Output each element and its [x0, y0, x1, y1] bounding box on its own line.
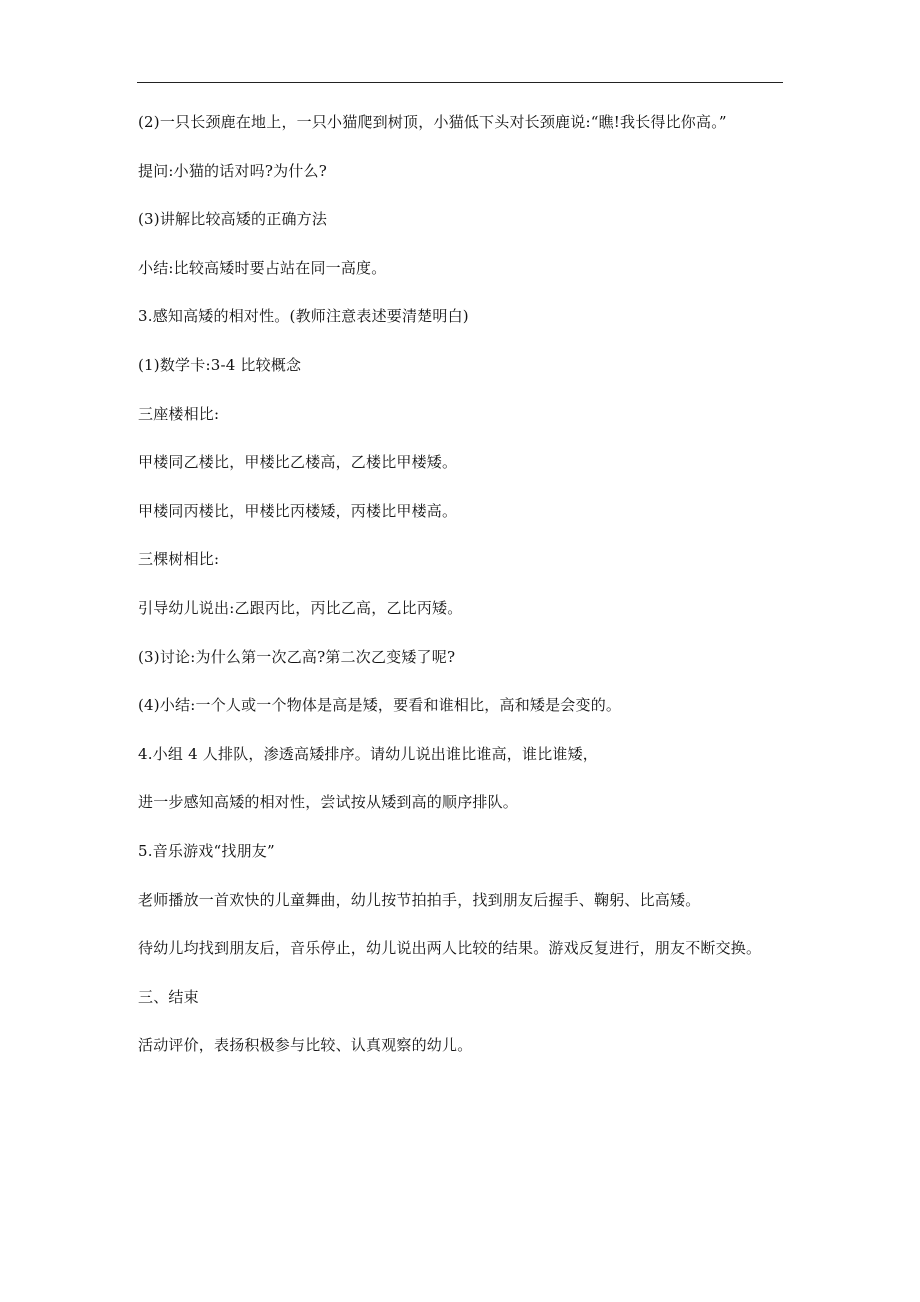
paragraph-line: (4)小结:一个人或一个物体是高是矮，要看和谁相比，高和矮是会变的。	[138, 696, 622, 715]
paragraph-line: 甲楼同丙楼比，甲楼比丙楼矮，丙楼比甲楼高。	[138, 501, 458, 520]
paragraph-line: (1)数学卡:3-4 比较概念	[138, 355, 302, 374]
header-rule	[137, 82, 783, 83]
paragraph-line: 引导幼儿说出:乙跟丙比，丙比乙高，乙比丙矮。	[138, 598, 463, 617]
section-heading: 3.感知高矮的相对性。(教师注意表述要清楚明白)	[138, 307, 469, 326]
paragraph-line: 提问:小猫的话对吗?为什么?	[138, 161, 327, 180]
paragraph-line: (3)讨论:为什么第一次乙高?第二次乙变矮了呢?	[138, 647, 456, 666]
paragraph-line: 三座楼相比:	[138, 404, 220, 423]
paragraph-line: 进一步感知高矮的相对性，尝试按从矮到高的顺序排队。	[138, 793, 519, 812]
paragraph-line: 老师播放一首欢快的儿童舞曲，幼儿按节拍拍手，找到朋友后握手、鞠躬、比高矮。	[138, 890, 701, 909]
paragraph-line: 待幼儿均找到朋友后，音乐停止，幼儿说出两人比较的结果。游戏反复进行，朋友不断交换。	[138, 939, 762, 958]
section-heading: 4.小组 4 人排队，渗透高矮排序。请幼儿说出谁比谁高，谁比谁矮，	[138, 744, 598, 763]
document-body	[138, 108, 798, 1080]
paragraph-line: (2)一只长颈鹿在地上，一只小猫爬到树顶，小猫低下头对长颈鹿说:“瞧!我长得比你高。”	[138, 113, 727, 131]
paragraph-line: 小结:比较高矮时要占站在同一高度。	[138, 258, 387, 277]
paragraph-line: (3)讲解比较高矮的正确方法	[138, 210, 328, 229]
section-heading: 5.音乐游戏“找朋友”	[138, 841, 275, 860]
paragraph-line: 活动评价，表扬积极参与比较、认真观察的幼儿。	[138, 1036, 473, 1055]
paragraph-line: 甲楼同乙楼比，甲楼比乙楼高，乙楼比甲楼矮。	[138, 453, 458, 472]
paragraph-line: 三棵树相比:	[138, 550, 220, 569]
section-heading: 三、结束	[138, 987, 199, 1006]
